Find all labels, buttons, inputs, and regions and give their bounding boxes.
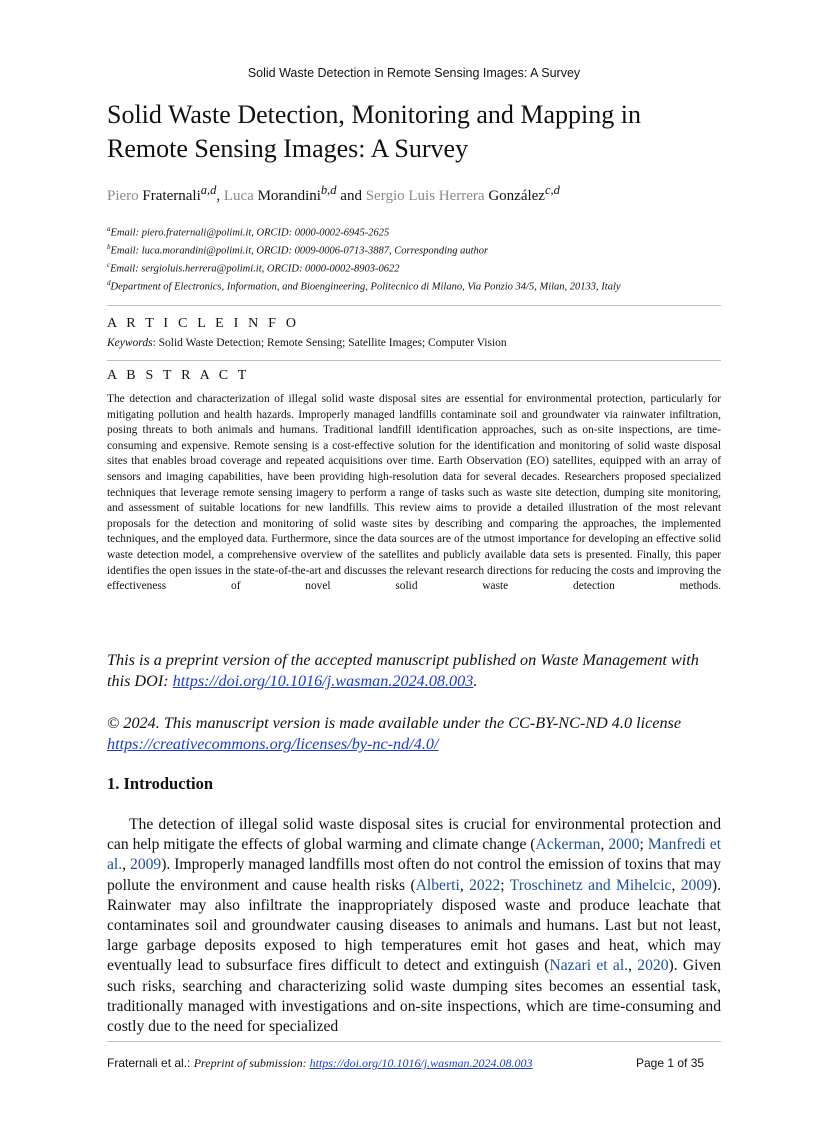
citation-link[interactable]: 2020 xyxy=(637,957,669,975)
intro-paragraph: The detection of illegal solid waste disposal sites is crucial for environmental protection and can help mitigate the effects of global warming and climate change (Ackerman, 2000; Manfredi et al., 2009). Improperly managed landfills most often do not control the emission of toxins that may pollute the environment and cause health risks (Alberti, 2022; Troschinetz and Mihelcic, 2009). Rainwater may also infiltrate the inappropriately disposed waste and produce leachate that contaminates soil and groundwater causing diseases to animals and humans. Last but not least, large garbage deposits exposed to high temperatures emit hot gases and heat, which may eventually lead to subsurface fires difficult to detect and extinguish (Nazari et al., 2020). Given such risks, searching and characterizing solid waste dumping sites becomes an essential task, traditionally managed with investigations and on-site inspections, which are time-consuming and costly due to the need for specialized xyxy=(107,816,722,1036)
divider xyxy=(107,360,721,361)
citation-link[interactable]: Manfredi et al. xyxy=(107,836,722,874)
citation-link[interactable]: 2022 xyxy=(469,876,501,894)
license-text: © 2024. This manuscript version is made available under the CC-BY-NC-ND 4.0 license xyxy=(107,714,682,732)
title-line-2: Remote Sensing Images: A Survey xyxy=(107,134,469,163)
author-family: Fraternali xyxy=(142,188,201,204)
citation-link[interactable]: Ackerman xyxy=(535,836,601,854)
author-sup: b,d xyxy=(320,183,337,197)
footer-authors: Fraternali et al.: xyxy=(107,1056,194,1070)
keywords-label: Keywords xyxy=(107,337,153,349)
aff-sup: c xyxy=(107,261,111,269)
aff-sup: d xyxy=(107,279,111,287)
aff-sup: b xyxy=(107,243,111,251)
aff-text: Email: luca.morandini@polimi.it, ORCID: 0009-0006-0713-3887, Corresponding author xyxy=(110,245,489,257)
author-given: Sergio Luis Herrera xyxy=(365,188,485,204)
aff-text: Email: piero.fraternali@polimi.it, ORCID: 0000-0002-6945-2625 xyxy=(110,227,390,239)
author-family: González xyxy=(488,188,545,204)
author-sup: a,d xyxy=(200,183,217,197)
citation-link[interactable]: 2009 xyxy=(680,876,712,894)
affiliation-d xyxy=(107,274,727,297)
author-given: Luca xyxy=(223,188,254,204)
doi-link[interactable]: https://doi.org/10.1016/j.wasman.2024.08.003 xyxy=(172,672,474,690)
preprint-notice xyxy=(107,650,721,692)
author-separator: , xyxy=(216,188,224,204)
paper-title xyxy=(107,98,727,166)
citation-link[interactable]: Alberti xyxy=(415,876,460,894)
author-list xyxy=(107,183,727,205)
author-family: Morandini xyxy=(257,188,321,204)
footer-citation xyxy=(107,1056,533,1071)
keywords-text: : Solid Waste Detection; Remote Sensing; Satellite Images; Computer Vision xyxy=(152,337,507,349)
abstract-heading: A B S T R A C T xyxy=(107,368,250,383)
title-line-1: Solid Waste Detection, Monitoring and Mapping in xyxy=(107,100,641,129)
section-heading: 1. Introduction xyxy=(107,774,214,793)
running-header: Solid Waste Detection in Remote Sensing Images: A Survey xyxy=(247,66,581,80)
license-link[interactable]: https://creativecommons.org/licenses/by-nc-nd/4.0/ xyxy=(107,735,439,753)
divider xyxy=(107,305,721,306)
aff-text: Email: sergioluis.herrera@polimi.it, ORCID: 0000-0002-8903-0622 xyxy=(110,263,400,275)
preprint-end: . xyxy=(473,672,478,690)
aff-sup: a xyxy=(107,225,111,233)
author-sup: c,d xyxy=(544,183,560,197)
footer-preprint: Preprint of submission: xyxy=(193,1056,310,1070)
citation-link[interactable]: 2000 xyxy=(608,836,640,854)
article-info-heading: A R T I C L E I N F O xyxy=(107,316,300,331)
citation-link[interactable]: 2009 xyxy=(130,856,162,874)
author-given: Piero xyxy=(107,188,139,204)
footer-doi-link[interactable]: https://doi.org/10.1016/j.wasman.2024.08.003 xyxy=(309,1056,533,1070)
abstract-text: The detection and characterization of illegal solid waste disposal sites are essential for environmental protection, particularly for mitigating pollution and health hazards. Improperly managed landfills contaminate soil and groundwater via rainwater infiltration, posing threats to both animals and humans. Traditional landfill identification approaches, such as on-site inspections, are time-consuming and expensive. Remote sensing is a cost-effective solution for the identification and monitoring of solid waste disposal sites that enables broad coverage and repeated acquisitions over time. Earth Observation (EO) satellites, equipped with an array of sensors and imaging capabilities, have been providing high-resolution data for several decades. Researchers proposed specialized techniques that leverage remote sensing imagery to perform a range of tasks such as waste site detection, dumping site monitoring, and assessment of suitable locations for new landfills. This review aims to provide a detailed illustration of the most relevant proposals for the detection and monitoring of solid waste sites by describing and comparing the approaches, the implemented techniques, and the employed data. Furthermore, since the data sources are of the utmost importance for developing an effective solid waste detection model, a comprehensive overview of the satellites and publicly available data sets is presented. Finally, this paper identifies the open issues in the state-of-the-art and discusses the relevant research directions for reducing the costs and improving the effectiveness of novel solid waste detection methods. xyxy=(107,393,721,593)
preprint-text: This is a preprint version of the accepted manuscript published on Waste Management with this DOI: xyxy=(107,651,699,690)
citation-link[interactable]: Nazari et al. xyxy=(549,957,629,975)
keywords xyxy=(107,337,507,349)
license-notice xyxy=(107,713,721,755)
aff-text: Department of Electronics, Information, and Bioengineering, Politecnico di Milano, Via Ponzio 34/5, Milan, 20133, Italy xyxy=(110,281,621,293)
footer-divider xyxy=(107,1041,721,1042)
author-separator: and xyxy=(336,188,366,204)
citation-link[interactable]: Troschinetz and Mihelcic xyxy=(509,876,672,894)
page-number: Page 1 of 35 xyxy=(636,1056,705,1070)
